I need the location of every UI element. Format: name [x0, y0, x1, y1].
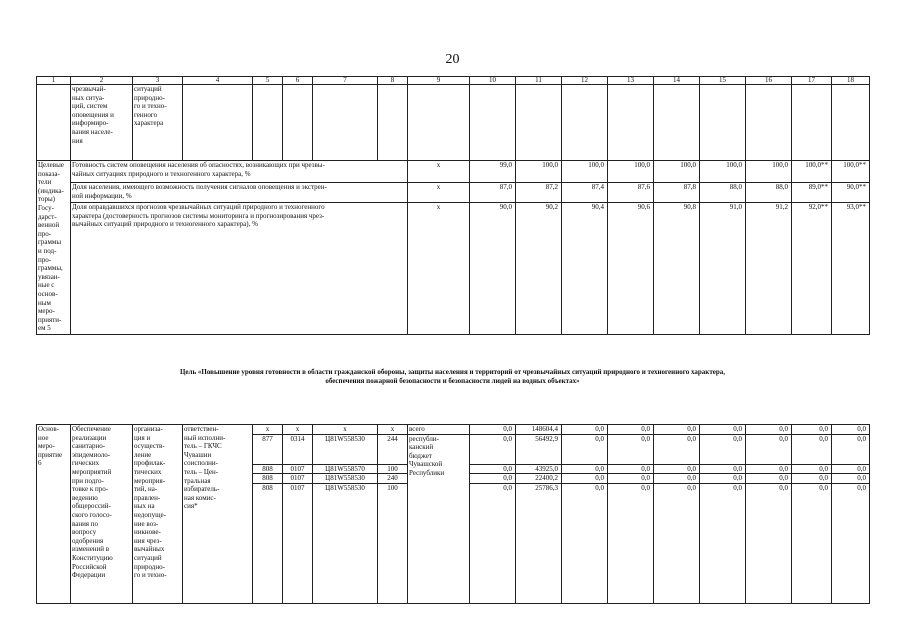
column-number: 14	[654, 77, 700, 85]
cell	[516, 85, 562, 161]
cell: x	[253, 425, 283, 435]
value-cell: 100,0**	[832, 161, 870, 183]
indicator-label: Целевые показа- тели (индика- торы) Госу- дарст- венной про- граммы и под- про- граммы, увязан- ные с основ- ным меро- прияти- ем 5	[37, 161, 71, 335]
value-cell: 0,0	[832, 483, 870, 603]
cell	[253, 85, 283, 161]
value-cell: 100,0	[562, 161, 608, 183]
value-cell: 90,4	[562, 203, 608, 335]
column-number: 17	[792, 77, 832, 85]
value-cell: 0,0	[792, 464, 832, 474]
value-cell: 0,0	[792, 474, 832, 484]
value-cell: 22400,2	[516, 474, 562, 484]
cell: x	[408, 203, 470, 335]
cell: x	[408, 183, 470, 203]
value-cell: 0,0	[792, 425, 832, 435]
value-cell: 0,0	[746, 483, 792, 603]
column-number: 10	[470, 77, 516, 85]
cell	[37, 85, 71, 161]
cell: 0107	[283, 464, 313, 474]
column-number: 4	[183, 77, 253, 85]
cell	[283, 85, 313, 161]
value-cell: 100,0	[654, 161, 700, 183]
cell	[313, 85, 378, 161]
value-cell: 87,0	[470, 183, 516, 203]
cell: 0314	[283, 434, 313, 464]
value-cell: 100,0**	[792, 161, 832, 183]
column-number: 9	[408, 77, 470, 85]
value-cell: 87,2	[516, 183, 562, 203]
cell	[470, 85, 516, 161]
page-number: 20	[445, 52, 460, 67]
value-cell: 0,0	[470, 425, 516, 435]
cell: ситуаций природно- го и техно- генного характера	[133, 85, 183, 161]
value-cell: 0,0	[700, 464, 746, 474]
cell: 877	[253, 434, 283, 464]
value-cell: 0,0	[608, 464, 654, 474]
value-cell: 100,0	[746, 161, 792, 183]
value-cell: 0,0	[746, 474, 792, 484]
indicator-text: Доля оправдавшихся прогнозов чрезвычайных ситуаций природного и техногенного характера (достоверность прогнозов системы мониторинга и прогнозирования чрез- вычайных ситуаций природного и техногенного характера), %	[71, 203, 408, 335]
cell: Ц81W558570	[313, 464, 378, 474]
value-cell: 0,0	[470, 434, 516, 464]
value-cell: 91,2	[746, 203, 792, 335]
cell	[654, 85, 700, 161]
value-cell: 93,0**	[832, 203, 870, 335]
value-cell: 25786,3	[516, 483, 562, 603]
column-number: 8	[378, 77, 408, 85]
value-cell: 90,8	[654, 203, 700, 335]
indicator-text: Доля населения, имеющего возможность получения сигналов оповещения и экстрен- ной информации, %	[71, 183, 408, 203]
value-cell: 87,6	[608, 183, 654, 203]
value-cell: 0,0	[832, 434, 870, 464]
value-cell: 0,0	[654, 434, 700, 464]
column-number: 18	[832, 77, 870, 85]
value-cell: 0,0	[746, 434, 792, 464]
goal-heading: Цель «Повышение уровня готовности в области гражданской обороны, защиты населения и территорий от чрезвычайных ситуаций природного и техногенного характера, обеспечения пожарной безопасности и безопасности людей на водных объектах»	[179, 368, 726, 385]
cell	[700, 85, 746, 161]
activity-table	[36, 396, 870, 604]
value-cell: 100,0	[516, 161, 562, 183]
value-cell: 91,0	[700, 203, 746, 335]
value-cell: 0,0	[470, 474, 516, 484]
cell: 100	[378, 483, 408, 603]
cell: 808	[253, 483, 283, 603]
cell: 100	[378, 464, 408, 474]
value-cell: 0,0	[832, 474, 870, 484]
column-number: 6	[283, 77, 313, 85]
cell: x	[283, 425, 313, 435]
activity-row	[37, 425, 870, 435]
cell	[408, 85, 470, 161]
column-number: 15	[700, 77, 746, 85]
spacer-row	[37, 396, 870, 425]
value-cell: 0,0	[562, 425, 608, 435]
column-number: 1	[37, 77, 71, 85]
activity-executor: ответствен- ный исполни- тель – ГКЧС Чувашии соисполни- тель – Цен- тральная избиратель- ная комис- сия*	[183, 425, 253, 604]
indicator-row	[37, 183, 870, 203]
value-cell: 0,0	[562, 474, 608, 484]
value-cell: 88,0	[700, 183, 746, 203]
cell	[183, 85, 253, 161]
cell: x	[313, 425, 378, 435]
column-number: 12	[562, 77, 608, 85]
value-cell: 43925,0	[516, 464, 562, 474]
indicator-row	[37, 161, 870, 183]
continued-row	[37, 85, 870, 161]
cell	[832, 85, 870, 161]
cell: чрезвычай- ных ситуа- ций, систем оповещения и информиро- вания населе- ния	[71, 85, 133, 161]
value-cell: 90,0	[470, 203, 516, 335]
source-cell: всего	[408, 425, 470, 435]
value-cell: 0,0	[608, 434, 654, 464]
column-number: 3	[133, 77, 183, 85]
source-cell: республи- канский бюджет Чувашской Республики	[408, 434, 470, 603]
cell: 244	[378, 434, 408, 464]
value-cell: 148604,4	[516, 425, 562, 435]
value-cell: 88,0	[746, 183, 792, 203]
value-cell: 89,0**	[792, 183, 832, 203]
value-cell: 100,0	[608, 161, 654, 183]
value-cell: 0,0	[562, 434, 608, 464]
column-number: 11	[516, 77, 562, 85]
cell: x	[378, 425, 408, 435]
cell: Ц81W558530	[313, 483, 378, 603]
cell	[792, 85, 832, 161]
value-cell: 0,0	[700, 425, 746, 435]
activity-number: Основ- ное меро- приятие 6	[37, 425, 71, 604]
value-cell: 0,0	[700, 434, 746, 464]
column-number: 2	[71, 77, 133, 85]
value-cell: 0,0	[608, 483, 654, 603]
value-cell: 0,0	[654, 474, 700, 484]
column-number: 16	[746, 77, 792, 85]
value-cell: 0,0	[470, 464, 516, 474]
value-cell: 87,8	[654, 183, 700, 203]
value-cell: 56492,9	[516, 434, 562, 464]
cell: 808	[253, 474, 283, 484]
cell	[562, 85, 608, 161]
value-cell: 90,0**	[832, 183, 870, 203]
cell: Ц81W558530	[313, 434, 378, 464]
value-cell: 0,0	[654, 464, 700, 474]
indicators-table	[36, 76, 870, 335]
value-cell: 0,0	[746, 425, 792, 435]
column-number-row	[37, 77, 870, 85]
value-cell: 0,0	[470, 483, 516, 603]
cell: 0107	[283, 483, 313, 603]
indicator-text: Готовность систем оповещения населения об опасностях, возникающих при чрезвы- чайных ситуациях природного и техногенного характера, %	[71, 161, 408, 183]
value-cell: 90,2	[516, 203, 562, 335]
cell	[746, 85, 792, 161]
value-cell: 90,6	[608, 203, 654, 335]
cell: 808	[253, 464, 283, 474]
cell: x	[408, 161, 470, 183]
column-number: 7	[313, 77, 378, 85]
value-cell: 100,0	[700, 161, 746, 183]
column-number: 13	[608, 77, 654, 85]
cell	[378, 85, 408, 161]
value-cell: 0,0	[562, 464, 608, 474]
value-cell: 99,0	[470, 161, 516, 183]
value-cell: 0,0	[562, 483, 608, 603]
value-cell: 0,0	[832, 464, 870, 474]
value-cell: 0,0	[654, 425, 700, 435]
value-cell: 0,0	[832, 425, 870, 435]
activity-goal: организа- ция и осуществ- ление профилак- тических мероприя- тий, на- правлен- ных на недопуще- ние воз- никнове- ния чрез- вычайных ситуаций природно- го и техно-	[133, 425, 183, 604]
cell: 0107	[283, 474, 313, 484]
value-cell: 0,0	[700, 483, 746, 603]
value-cell: 92,0**	[792, 203, 832, 335]
value-cell: 87,4	[562, 183, 608, 203]
value-cell: 0,0	[654, 483, 700, 603]
value-cell: 0,0	[608, 425, 654, 435]
indicator-row	[37, 203, 870, 335]
cell: Ц81W558530	[313, 474, 378, 484]
value-cell: 0,0	[746, 464, 792, 474]
column-number: 5	[253, 77, 283, 85]
value-cell: 0,0	[792, 434, 832, 464]
value-cell: 0,0	[608, 474, 654, 484]
cell	[608, 85, 654, 161]
value-cell: 0,0	[700, 474, 746, 484]
cell: 240	[378, 474, 408, 484]
value-cell: 0,0	[792, 483, 832, 603]
activity-title: Обеспечение реализации санитарно- эпидемиоло- гических мероприятий при подго- товке к про- ведению общероссий- ского голосо- вания по вопросу одобрения изменений в Конституцию Российской Федерации	[71, 425, 133, 604]
